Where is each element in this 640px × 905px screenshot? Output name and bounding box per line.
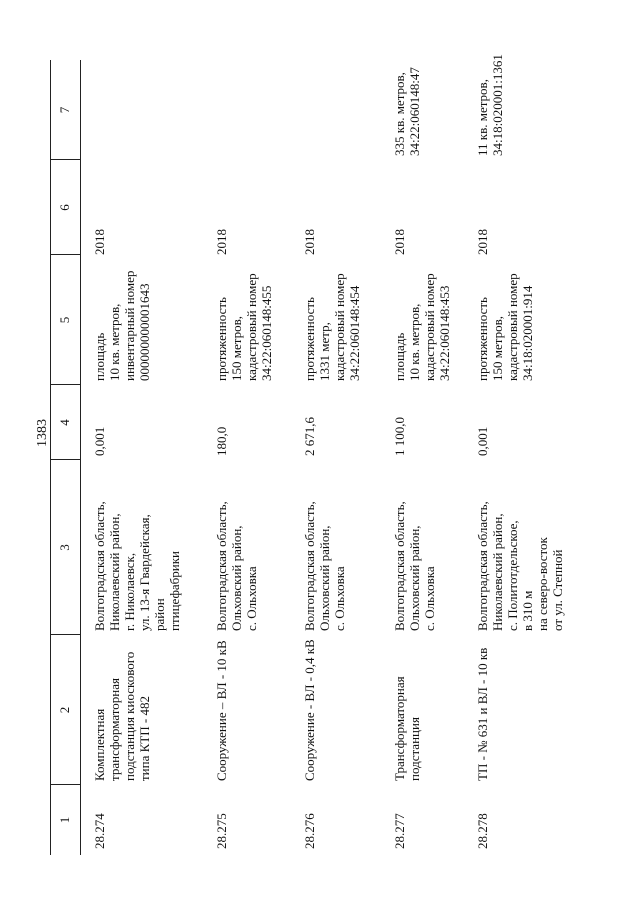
property-register-table <box>50 54 565 855</box>
object-notes: 11 кв. метров, 34:18:020001:1361 <box>475 54 505 156</box>
header-col-4: 4 <box>57 419 72 426</box>
header-col-6: 6 <box>57 204 72 211</box>
object-value: 0,001 <box>92 426 107 456</box>
header-col-2: 2 <box>57 706 72 714</box>
header-col-7: 7 <box>57 106 72 114</box>
object-address: Волгоградская область, Николаевский район, г. Николаевск, ул. 13-я Гвардейская, район птицефабрики <box>92 501 182 631</box>
row-number: 28.277 <box>392 813 407 849</box>
object-name: Трансформаторная подстанция <box>392 676 422 781</box>
object-name: Комплектная трансформаторная подстанция киоскового типа КТП - 482 <box>92 651 152 781</box>
object-characteristics: площадь 10 кв. метров, инвентарный номер 000000000001643 <box>92 270 152 381</box>
header-divider <box>50 159 80 160</box>
row-number: 28.274 <box>92 813 107 849</box>
header-divider <box>50 459 80 460</box>
object-value: 2 671,6 <box>302 417 317 456</box>
object-address: Волгоградская область, Ольховский район, с. Ольховка <box>214 501 259 631</box>
header-top-rule <box>50 60 51 855</box>
header-bottom-rule <box>80 60 81 855</box>
object-year: 2018 <box>392 229 407 255</box>
object-year: 2018 <box>302 229 317 255</box>
object-year: 2018 <box>475 229 490 255</box>
header-col-3: 3 <box>57 544 72 551</box>
header-col-5: 5 <box>57 316 72 324</box>
object-notes: 335 кв. метров, 34:22:060148:47 <box>392 67 422 156</box>
object-address: Волгоградская область, Ольховский район, с. Ольховка <box>302 501 347 631</box>
header-col-1: 1 <box>57 816 72 824</box>
page-number: 1383 <box>35 419 50 447</box>
object-value: 0,001 <box>475 426 490 456</box>
object-characteristics: протяженность 1331 метр, кадастровый номер 34:22:060148:454 <box>302 273 362 381</box>
row-number: 28.275 <box>214 813 229 849</box>
object-characteristics: протяженность 150 метров, кадастровый номер 34:22:060148:455 <box>214 273 274 381</box>
row-number: 28.278 <box>475 813 490 849</box>
object-address: Волгоградская область, Ольховский район, с. Ольховка <box>392 501 437 631</box>
object-value: 1 100,0 <box>392 417 407 456</box>
object-year: 2018 <box>92 229 107 255</box>
header-divider <box>50 634 80 635</box>
object-name: Сооружение – ВЛ - 10 кВ <box>214 640 229 781</box>
object-year: 2018 <box>214 229 229 255</box>
object-name: ТП - № 631 и ВЛ - 10 кв <box>475 647 490 781</box>
header-divider <box>50 254 80 255</box>
object-value: 180,0 <box>214 426 229 456</box>
header-divider <box>50 784 80 785</box>
object-name: Сооружение - ВЛ - 0,4 кВ <box>302 639 317 781</box>
row-number: 28.276 <box>302 813 317 849</box>
object-address: Волгоградская область, Николаевский район, с. Политотдельское, в 310 м на северо-восток от ул. Степной <box>475 501 565 631</box>
object-characteristics: протяженность 150 метров, кадастровый номер 34:18:020001:914 <box>475 273 535 381</box>
object-characteristics: площадь 10 кв. метров, кадастровый номер 34:22:060148:453 <box>392 273 452 381</box>
header-divider <box>50 384 80 385</box>
